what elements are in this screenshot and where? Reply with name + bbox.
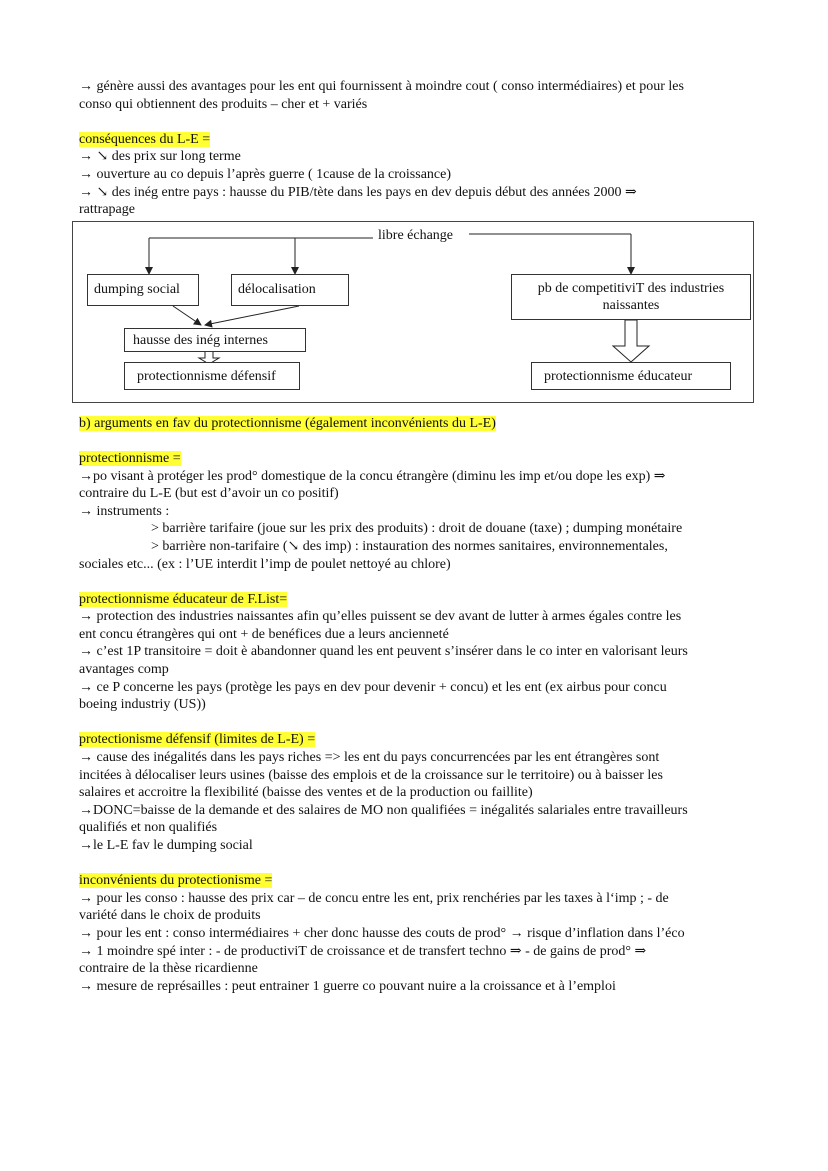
list-item: contraire de la thèse ricardienne: [79, 961, 258, 977]
list-item: → 1 moindre spé inter : - de productiviT de croissance et de transfert techno ⇒ - de gains de prod° ⇒: [79, 943, 647, 959]
list-item: → pour les conso : hausse des prix car – de concu entre les ent, prix renchéries par les taxes à l‘imp ; - de: [79, 890, 669, 906]
section-heading-protectionnisme: protectionnisme =: [79, 450, 181, 466]
list-item: sociales etc... (ex : l’UE interdit l’imp de poulet nettoyé au chlore): [79, 556, 451, 572]
list-item: →le L-E fav le dumping social: [79, 838, 253, 853]
list-item: qualifiés et non qualifiés: [79, 820, 218, 836]
diagram-box-protectionnisme-defensif: protectionnisme défensif: [124, 362, 300, 390]
list-item: → protection des industries naissantes afin qu’elles puissent se dev avant de lutter à armes égales contre les: [79, 609, 682, 625]
list-item: variété dans le choix de produits: [79, 908, 261, 924]
list-item: salaires et accroitre la flexibilité (baisse des ventes et de la production ou faillite): [79, 785, 533, 801]
list-item: → c’est 1P transitoire = doit è abandonner quand les ent peuvent s’insérer dans le co inter en valorisant leurs: [79, 644, 688, 660]
section-heading-inconvenients: inconvénients du protectionisme =: [79, 873, 273, 889]
section-heading-b: b) arguments en fav du protectionnisme (également inconvénients du L-E): [79, 415, 496, 431]
list-item: rattrapage: [79, 202, 135, 218]
diagram-box-hausse-inegalites: hausse des inég internes: [124, 328, 306, 352]
diagram-box-delocalisation: délocalisation: [231, 274, 349, 306]
diagram-box-protectionnisme-educateur: protectionnisme éducateur: [531, 362, 731, 390]
section-heading-consequences: conséquences du L-E =: [79, 131, 211, 147]
diagram-label-libre-echange: libre échange: [373, 227, 458, 245]
list-item: → instruments :: [79, 503, 170, 519]
list-item: boeing industriy (US)): [79, 697, 206, 713]
section-heading-educateur: protectionnisme éducateur de F.List=: [79, 591, 288, 607]
document-page: [79, 78, 759, 995]
list-item: →DONC=baisse de la demande et des salaires de MO non qualifiées = inégalités salariales entre travailleurs: [79, 802, 688, 818]
section-heading-defensif: protectionisme défensif (limites de L-E) =: [79, 732, 316, 748]
libre-echange-diagram: [72, 221, 754, 403]
list-item: > barrière non-tarifaire (↘ des imp) : instauration des normes sanitaires, environnementales,: [151, 538, 668, 554]
list-item: → ↘ des inég entre pays : hausse du PIB/tète dans les pays en dev depuis début des années 2000 ⇒: [79, 184, 637, 200]
list-item: ent concu étrangères qui ont + de benéfices due a leurs ancienneté: [79, 626, 449, 642]
list-item: → pour les ent : conso intermédiaires + cher donc hausse des couts de prod° → risque d’inflation dans l’éco: [79, 925, 685, 941]
diagram-box-dumping-social: dumping social: [87, 274, 199, 306]
diagram-box-competitivite: pb de competitiviT des industries naissantes: [511, 274, 751, 320]
intro-line: conso qui obtiennent des produits – cher et + variés: [79, 96, 368, 112]
list-item: > barrière tarifaire (joue sur les prix des produits) : droit de douane (taxe) ; dumping monétaire: [151, 521, 683, 537]
intro-line: → génère aussi des avantages pour les ent qui fournissent à moindre cout ( conso intermédiaires) et pour les: [79, 79, 684, 94]
list-item: contraire du L-E (but est d’avoir un co positif): [79, 486, 339, 502]
list-item: → ↘ des prix sur long terme: [79, 149, 241, 165]
list-item: → cause des inégalités dans les pays riches => les ent du pays concurrencées par les ent étrangères sont: [79, 750, 660, 766]
list-item: → ce P concerne les pays (protège les pays en dev pour devenir + concu) et les ent (ex airbus pour concu: [79, 679, 667, 695]
list-item: → mesure de représailles : peut entrainer 1 guerre co pouvant nuire a la croissance et à l’emploi: [79, 978, 616, 994]
list-item: avantages comp: [79, 662, 169, 678]
list-item: →po visant à protéger les prod° domestique de la concu étrangère (diminu les imp et/ou dope les exp) ⇒: [79, 468, 666, 484]
list-item: incitées à délocaliser leurs usines (baisse des emplois et de la croissance sur le territoire) ou à baisser les: [79, 767, 663, 783]
list-item: → ouverture au co depuis l’après guerre ( 1cause de la croissance): [79, 166, 451, 182]
